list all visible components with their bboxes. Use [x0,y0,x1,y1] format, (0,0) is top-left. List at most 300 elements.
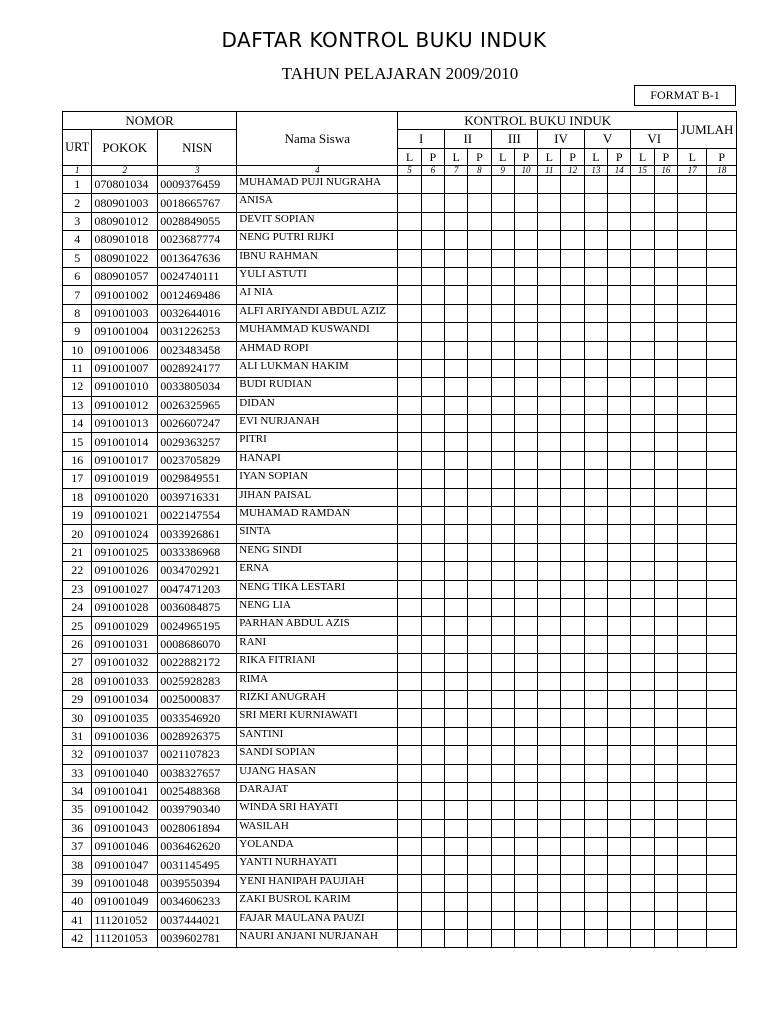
check-cell[interactable] [654,396,677,414]
check-cell[interactable] [631,323,654,341]
check-cell[interactable] [631,746,654,764]
check-cell[interactable] [561,267,584,285]
check-cell[interactable] [444,562,467,580]
check-cell[interactable] [468,709,491,727]
check-cell[interactable] [584,304,607,322]
check-cell[interactable] [561,782,584,800]
check-cell[interactable] [468,764,491,782]
check-cell[interactable] [468,231,491,249]
check-cell[interactable] [468,672,491,690]
check-cell[interactable] [491,359,514,377]
check-cell[interactable] [561,378,584,396]
check-cell[interactable] [538,543,561,561]
check-cell[interactable] [584,488,607,506]
check-cell[interactable] [421,341,444,359]
check-cell[interactable] [538,378,561,396]
check-cell[interactable] [707,543,737,561]
check-cell[interactable] [561,304,584,322]
check-cell[interactable] [678,874,707,892]
check-cell[interactable] [654,415,677,433]
check-cell[interactable] [678,267,707,285]
check-cell[interactable] [421,525,444,543]
check-cell[interactable] [707,580,737,598]
check-cell[interactable] [491,893,514,911]
check-cell[interactable] [561,341,584,359]
check-cell[interactable] [468,194,491,212]
check-cell[interactable] [654,451,677,469]
check-cell[interactable] [538,286,561,304]
check-cell[interactable] [444,267,467,285]
check-cell[interactable] [468,396,491,414]
check-cell[interactable] [491,856,514,874]
check-cell[interactable] [678,212,707,230]
check-cell[interactable] [514,341,537,359]
check-cell[interactable] [538,323,561,341]
check-cell[interactable] [444,212,467,230]
check-cell[interactable] [468,874,491,892]
check-cell[interactable] [707,415,737,433]
check-cell[interactable] [631,415,654,433]
check-cell[interactable] [444,635,467,653]
check-cell[interactable] [678,764,707,782]
check-cell[interactable] [514,433,537,451]
check-cell[interactable] [491,709,514,727]
check-cell[interactable] [608,304,631,322]
check-cell[interactable] [491,617,514,635]
check-cell[interactable] [707,267,737,285]
check-cell[interactable] [421,727,444,745]
check-cell[interactable] [538,709,561,727]
check-cell[interactable] [538,746,561,764]
check-cell[interactable] [421,543,444,561]
check-cell[interactable] [608,727,631,745]
check-cell[interactable] [538,838,561,856]
check-cell[interactable] [608,488,631,506]
check-cell[interactable] [631,451,654,469]
check-cell[interactable] [707,838,737,856]
check-cell[interactable] [444,359,467,377]
check-cell[interactable] [707,341,737,359]
check-cell[interactable] [584,764,607,782]
check-cell[interactable] [514,911,537,929]
check-cell[interactable] [707,323,737,341]
check-cell[interactable] [631,819,654,837]
check-cell[interactable] [398,690,421,708]
check-cell[interactable] [468,782,491,800]
check-cell[interactable] [654,359,677,377]
check-cell[interactable] [678,856,707,874]
check-cell[interactable] [421,507,444,525]
check-cell[interactable] [654,488,677,506]
check-cell[interactable] [538,635,561,653]
check-cell[interactable] [608,746,631,764]
check-cell[interactable] [654,782,677,800]
check-cell[interactable] [584,911,607,929]
check-cell[interactable] [678,415,707,433]
check-cell[interactable] [561,635,584,653]
check-cell[interactable] [654,304,677,322]
check-cell[interactable] [561,415,584,433]
check-cell[interactable] [631,359,654,377]
check-cell[interactable] [707,654,737,672]
check-cell[interactable] [444,617,467,635]
check-cell[interactable] [398,727,421,745]
check-cell[interactable] [608,212,631,230]
check-cell[interactable] [608,893,631,911]
check-cell[interactable] [584,690,607,708]
check-cell[interactable] [678,451,707,469]
check-cell[interactable] [514,874,537,892]
check-cell[interactable] [707,856,737,874]
check-cell[interactable] [444,746,467,764]
check-cell[interactable] [654,598,677,616]
check-cell[interactable] [538,396,561,414]
check-cell[interactable] [678,562,707,580]
check-cell[interactable] [468,341,491,359]
check-cell[interactable] [608,194,631,212]
check-cell[interactable] [468,746,491,764]
check-cell[interactable] [654,819,677,837]
check-cell[interactable] [678,341,707,359]
check-cell[interactable] [398,249,421,267]
check-cell[interactable] [538,212,561,230]
check-cell[interactable] [584,249,607,267]
check-cell[interactable] [654,286,677,304]
check-cell[interactable] [707,470,737,488]
check-cell[interactable] [707,176,737,194]
check-cell[interactable] [514,396,537,414]
check-cell[interactable] [514,617,537,635]
check-cell[interactable] [707,562,737,580]
check-cell[interactable] [654,617,677,635]
check-cell[interactable] [398,764,421,782]
check-cell[interactable] [707,525,737,543]
check-cell[interactable] [398,415,421,433]
check-cell[interactable] [584,893,607,911]
check-cell[interactable] [561,451,584,469]
check-cell[interactable] [444,433,467,451]
check-cell[interactable] [678,543,707,561]
check-cell[interactable] [584,856,607,874]
check-cell[interactable] [538,451,561,469]
check-cell[interactable] [707,819,737,837]
check-cell[interactable] [561,194,584,212]
check-cell[interactable] [444,488,467,506]
check-cell[interactable] [444,764,467,782]
check-cell[interactable] [444,176,467,194]
check-cell[interactable] [514,598,537,616]
check-cell[interactable] [707,930,737,948]
check-cell[interactable] [398,911,421,929]
check-cell[interactable] [608,819,631,837]
check-cell[interactable] [584,801,607,819]
check-cell[interactable] [654,267,677,285]
check-cell[interactable] [398,654,421,672]
check-cell[interactable] [398,323,421,341]
check-cell[interactable] [538,470,561,488]
check-cell[interactable] [514,543,537,561]
check-cell[interactable] [631,893,654,911]
check-cell[interactable] [584,654,607,672]
check-cell[interactable] [514,562,537,580]
check-cell[interactable] [468,304,491,322]
check-cell[interactable] [584,874,607,892]
check-cell[interactable] [491,378,514,396]
check-cell[interactable] [421,470,444,488]
check-cell[interactable] [707,451,737,469]
check-cell[interactable] [631,525,654,543]
check-cell[interactable] [398,286,421,304]
check-cell[interactable] [561,709,584,727]
check-cell[interactable] [421,764,444,782]
check-cell[interactable] [468,856,491,874]
check-cell[interactable] [678,782,707,800]
check-cell[interactable] [678,801,707,819]
check-cell[interactable] [514,580,537,598]
check-cell[interactable] [561,746,584,764]
check-cell[interactable] [421,323,444,341]
check-cell[interactable] [398,746,421,764]
check-cell[interactable] [491,782,514,800]
check-cell[interactable] [707,249,737,267]
check-cell[interactable] [421,249,444,267]
check-cell[interactable] [654,525,677,543]
check-cell[interactable] [491,838,514,856]
check-cell[interactable] [561,801,584,819]
check-cell[interactable] [514,451,537,469]
check-cell[interactable] [398,194,421,212]
check-cell[interactable] [608,323,631,341]
check-cell[interactable] [514,267,537,285]
check-cell[interactable] [538,782,561,800]
check-cell[interactable] [491,801,514,819]
check-cell[interactable] [514,930,537,948]
check-cell[interactable] [398,782,421,800]
check-cell[interactable] [398,838,421,856]
check-cell[interactable] [491,341,514,359]
check-cell[interactable] [538,525,561,543]
check-cell[interactable] [444,525,467,543]
check-cell[interactable] [514,690,537,708]
check-cell[interactable] [654,231,677,249]
check-cell[interactable] [491,525,514,543]
check-cell[interactable] [421,635,444,653]
check-cell[interactable] [654,635,677,653]
check-cell[interactable] [444,194,467,212]
check-cell[interactable] [398,580,421,598]
check-cell[interactable] [491,543,514,561]
check-cell[interactable] [538,727,561,745]
check-cell[interactable] [561,231,584,249]
check-cell[interactable] [678,838,707,856]
check-cell[interactable] [444,654,467,672]
check-cell[interactable] [514,249,537,267]
check-cell[interactable] [707,212,737,230]
check-cell[interactable] [608,838,631,856]
check-cell[interactable] [514,819,537,837]
check-cell[interactable] [514,323,537,341]
check-cell[interactable] [514,194,537,212]
check-cell[interactable] [538,893,561,911]
check-cell[interactable] [654,874,677,892]
check-cell[interactable] [468,451,491,469]
check-cell[interactable] [678,911,707,929]
check-cell[interactable] [654,893,677,911]
check-cell[interactable] [584,176,607,194]
check-cell[interactable] [514,470,537,488]
check-cell[interactable] [398,378,421,396]
check-cell[interactable] [514,488,537,506]
check-cell[interactable] [678,378,707,396]
check-cell[interactable] [514,304,537,322]
check-cell[interactable] [398,231,421,249]
check-cell[interactable] [608,267,631,285]
check-cell[interactable] [654,764,677,782]
check-cell[interactable] [398,672,421,690]
check-cell[interactable] [584,727,607,745]
check-cell[interactable] [514,764,537,782]
check-cell[interactable] [468,267,491,285]
check-cell[interactable] [608,415,631,433]
check-cell[interactable] [654,690,677,708]
check-cell[interactable] [631,764,654,782]
check-cell[interactable] [584,617,607,635]
check-cell[interactable] [678,231,707,249]
check-cell[interactable] [421,874,444,892]
check-cell[interactable] [444,249,467,267]
check-cell[interactable] [608,930,631,948]
check-cell[interactable] [608,378,631,396]
check-cell[interactable] [608,764,631,782]
check-cell[interactable] [468,176,491,194]
check-cell[interactable] [398,709,421,727]
check-cell[interactable] [444,709,467,727]
check-cell[interactable] [538,874,561,892]
check-cell[interactable] [584,525,607,543]
check-cell[interactable] [444,378,467,396]
check-cell[interactable] [678,433,707,451]
check-cell[interactable] [538,672,561,690]
check-cell[interactable] [421,433,444,451]
check-cell[interactable] [707,359,737,377]
check-cell[interactable] [421,672,444,690]
check-cell[interactable] [678,690,707,708]
check-cell[interactable] [678,819,707,837]
check-cell[interactable] [561,580,584,598]
check-cell[interactable] [654,746,677,764]
check-cell[interactable] [707,304,737,322]
check-cell[interactable] [491,635,514,653]
check-cell[interactable] [514,893,537,911]
check-cell[interactable] [608,470,631,488]
check-cell[interactable] [444,690,467,708]
check-cell[interactable] [654,911,677,929]
check-cell[interactable] [608,286,631,304]
check-cell[interactable] [631,690,654,708]
check-cell[interactable] [444,782,467,800]
check-cell[interactable] [608,856,631,874]
check-cell[interactable] [654,433,677,451]
check-cell[interactable] [421,782,444,800]
check-cell[interactable] [491,212,514,230]
check-cell[interactable] [561,617,584,635]
check-cell[interactable] [608,709,631,727]
check-cell[interactable] [421,194,444,212]
check-cell[interactable] [707,801,737,819]
check-cell[interactable] [631,378,654,396]
check-cell[interactable] [421,690,444,708]
check-cell[interactable] [631,654,654,672]
check-cell[interactable] [538,304,561,322]
check-cell[interactable] [584,286,607,304]
check-cell[interactable] [514,746,537,764]
check-cell[interactable] [421,801,444,819]
check-cell[interactable] [514,672,537,690]
check-cell[interactable] [491,415,514,433]
check-cell[interactable] [538,856,561,874]
check-cell[interactable] [444,727,467,745]
check-cell[interactable] [608,341,631,359]
check-cell[interactable] [514,176,537,194]
check-cell[interactable] [491,286,514,304]
check-cell[interactable] [678,635,707,653]
check-cell[interactable] [398,341,421,359]
check-cell[interactable] [421,893,444,911]
check-cell[interactable] [584,378,607,396]
check-cell[interactable] [654,194,677,212]
check-cell[interactable] [468,249,491,267]
check-cell[interactable] [491,746,514,764]
check-cell[interactable] [421,304,444,322]
check-cell[interactable] [561,819,584,837]
check-cell[interactable] [654,930,677,948]
check-cell[interactable] [561,911,584,929]
check-cell[interactable] [678,286,707,304]
check-cell[interactable] [491,654,514,672]
check-cell[interactable] [398,176,421,194]
check-cell[interactable] [538,433,561,451]
check-cell[interactable] [491,764,514,782]
check-cell[interactable] [631,635,654,653]
check-cell[interactable] [514,727,537,745]
check-cell[interactable] [707,286,737,304]
check-cell[interactable] [678,176,707,194]
check-cell[interactable] [608,672,631,690]
check-cell[interactable] [421,176,444,194]
check-cell[interactable] [631,856,654,874]
check-cell[interactable] [707,231,737,249]
check-cell[interactable] [538,359,561,377]
check-cell[interactable] [678,746,707,764]
check-cell[interactable] [398,856,421,874]
check-cell[interactable] [608,433,631,451]
check-cell[interactable] [584,231,607,249]
check-cell[interactable] [608,451,631,469]
check-cell[interactable] [707,746,737,764]
check-cell[interactable] [468,801,491,819]
check-cell[interactable] [514,709,537,727]
check-cell[interactable] [468,378,491,396]
check-cell[interactable] [654,323,677,341]
check-cell[interactable] [631,488,654,506]
check-cell[interactable] [561,672,584,690]
check-cell[interactable] [631,543,654,561]
check-cell[interactable] [631,838,654,856]
check-cell[interactable] [514,231,537,249]
check-cell[interactable] [561,396,584,414]
check-cell[interactable] [444,672,467,690]
check-cell[interactable] [398,819,421,837]
